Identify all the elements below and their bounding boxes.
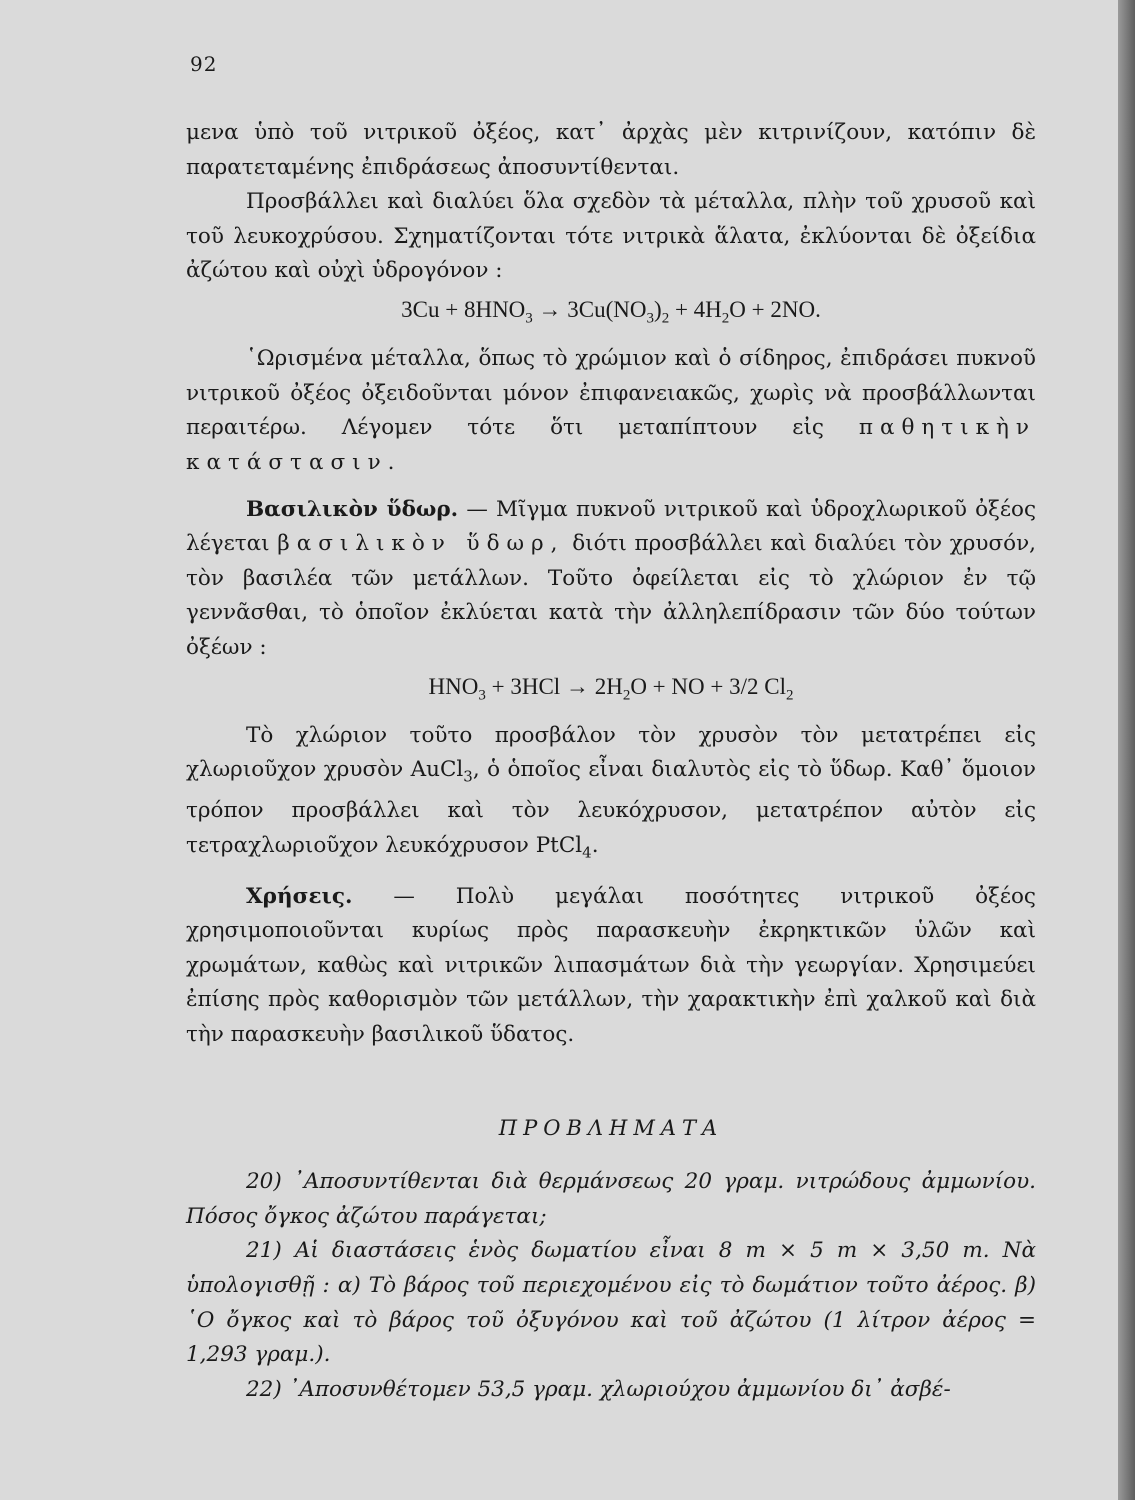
aqua-regia-title: Βασιλικὸν ὕδωρ. [246, 496, 459, 522]
problems-heading: ΠΡΟΒΛΗΜΑΤΑ [498, 1115, 724, 1140]
problem-21: 21) Αἱ διαστάσεις ἑνὸς δωματίου εἶναι 8 m × 5 m × 3,50 m. Νὰ ὑπολογισθῇ : α) Τὸ βάρος τοῦ περιεχομένου εἰς τὸ δωμάτιον τοῦτο ἀέρος. β) ῾Ο ὄγκος καὶ τὸ βάρος τοῦ ὀξυγόνου καὶ τοῦ ἀζώτου (1 λίτρον ἀέρος = 1,293 γραμ.). [186, 1238, 1036, 1368]
paragraph-2: Προσβάλλει καὶ διαλύει ὅλα σχεδὸν τὰ μέταλλα, πλὴν τοῦ χρυσοῦ καὶ τοῦ λευκοχρύσου. Σχηματίζονται τότε νιτρικὰ ἅλατα, ἐκλύονται δὲ ὀξείδια ἀζώτου καὶ οὐχὶ ὑδρογόνον : [186, 189, 1036, 284]
paragraph-uses: Χρήσεις. — Πολὺ μεγάλαι ποσότητες νιτρικοῦ ὀξέος χρησιμοποιοῦνται κυρίως πρὸς παρασκευὴν ἐκρηκτικῶν ὑλῶν καὶ χρωμάτων, καθὼς καὶ νιτρικῶν λιπασμάτων διὰ τὴν γεωργίαν. Χρησιμεύει ἐπίσης πρὸς καθορισμὸν τῶν μετάλλων, τὴν χαρακτικὴν ἐπὶ χαλκοῦ καὶ διὰ τὴν παρασκευὴν βασιλικοῦ ὕδατος. [186, 883, 1036, 1048]
page-body [186, 116, 1036, 1407]
paragraph-aqua-regia: Βασιλικὸν ὕδωρ. — Μῖγμα πυκνοῦ νιτρικοῦ καὶ ὑδροχλωρικοῦ ὀξέος λέγεται βασιλικὸν ὕδωρ, διότι προσβάλλει καὶ διαλύει τὸν χρυσόν, τὸν βασιλέα τῶν μετάλλων. Τοῦτο ὀφείλεται εἰς τὸ χλώριον ἐν τῷ γεννᾶσθαι, τὸ ὁποῖον ἐκλύεται κατὰ τὴν ἀλληλεπίδρασιν τῶν δύο τούτων ὀξέων : [186, 496, 1037, 660]
paragraph-3: ῾Ωρισμένα μέταλλα, ὅπως τὸ χρώμιον καὶ ὁ σίδηρος, ἐπιδράσει πυκνοῦ νιτρικοῦ ὀξέος ὀξειδοῦνται μόνον ἐπιφανειακῶς, χωρὶς νὰ προσβάλλωνται περαιτέρω. Λέγομεν τότε ὅτι μεταπίπτουν εἰς παθητικὴν κατάστασιν. [186, 346, 1036, 475]
equation-1: $3Cu + 8HNO_3 \to 3Cu(NO_3)_2 + 4H_2O + 2NO$. [401, 296, 821, 327]
problem-20: 20) ᾽Αποσυντίθενται διὰ θερμάνσεως 20 γραμ. νιτρώδους ἀμμωνίου. Πόσος ὄγκος ἀζώτου παράγεται; [186, 1169, 1036, 1229]
equation-2: $HNO_3 + 3HCl \to 2H_2O$ + NO + 3/2 $Cl_2$ [428, 673, 794, 704]
page-edge [1118, 0, 1135, 1500]
page-number: 92 [190, 52, 218, 76]
problem-22: 22) ᾽Αποσυνθέτομεν 53,5 γραμ. χλωριούχου ἀμμωνίου δι᾽ ἀσβέ- [246, 1376, 951, 1402]
paragraph-4: Τὸ χλώριον τοῦτο προσβάλον τὸν χρυσὸν τὸν μετατρέπει εἰς χλωριοῦχον χρυσὸν AuCl$_3$, ὁ ὁποῖος εἶναι διαλυτὸς εἰς τὸ ὕδωρ. Καθ᾽ ὅμοιον τρόπον προσβάλλει καὶ τὸν λευκόχρυσον, μετατρέπον αὐτὸν εἰς τετραχλωριοῦχον λευκόχρυσον PtCl$_4$. [186, 722, 1036, 862]
paragraph-1: μενα ὑπὸ τοῦ νιτρικοῦ ὀξέος, κατ᾽ ἀρχὰς μὲν κιτρινίζουν, κατόπιν δὲ παρατεταμένης ἐπιδράσεως ἀποσυντίθενται. [186, 120, 1036, 180]
uses-title: Χρήσεις. [246, 883, 353, 909]
